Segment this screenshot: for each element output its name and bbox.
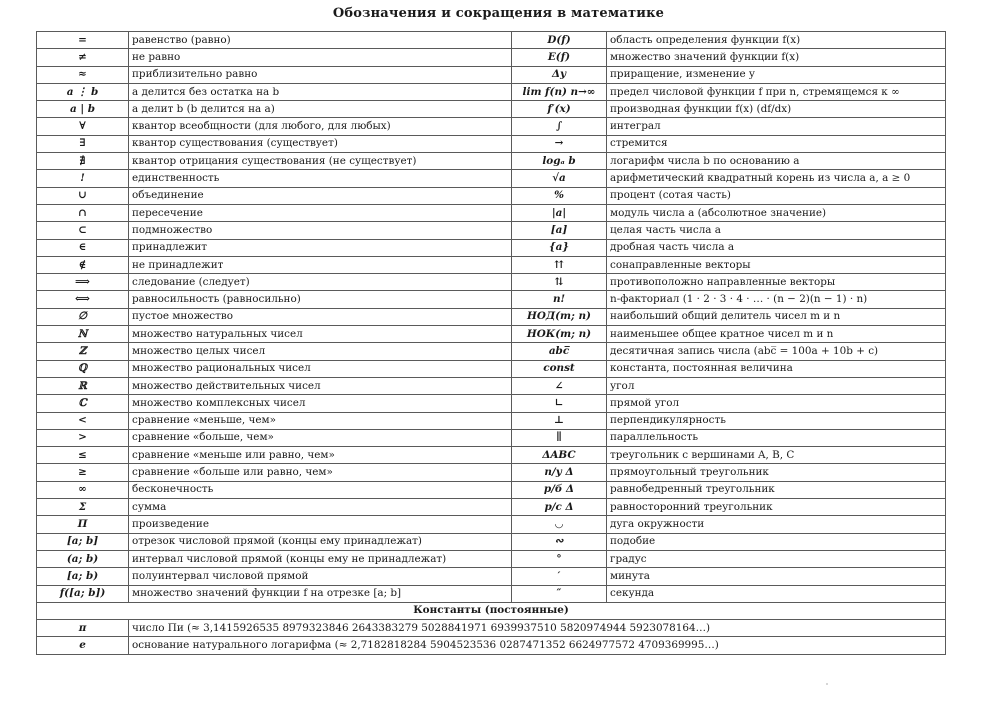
notation-meaning: не равно (129, 49, 512, 66)
notation-symbol: [a; b) (37, 568, 129, 585)
notation-meaning: область определения функции f(x) (607, 32, 946, 49)
notation-meaning: минута (607, 568, 946, 585)
notation-symbol: НОК(m; n) (512, 326, 607, 343)
notation-symbol: (a; b) (37, 550, 129, 567)
notation-symbol: ∃ (37, 135, 129, 152)
table-row (37, 187, 946, 204)
notation-meaning: квантор отрицания существования (не существует) (129, 153, 512, 170)
notation-meaning: сравнение «больше, чем» (129, 429, 512, 446)
notation-symbol: a ⋮ b (37, 83, 129, 100)
notation-meaning: равенство (равно) (129, 32, 512, 49)
table-row (37, 118, 946, 135)
notation-meaning: подобие (607, 533, 946, 550)
notation-meaning: не принадлежит (129, 256, 512, 273)
notation-symbol: D(f) (512, 32, 607, 49)
notation-meaning: наибольший общий делитель чисел m и n (607, 308, 946, 325)
notation-symbol: ≥ (37, 464, 129, 481)
notation-symbol: ∪ (37, 187, 129, 204)
notation-symbol: ℝ (37, 377, 129, 394)
notation-symbol: = (37, 32, 129, 49)
notation-symbol: |a| (512, 204, 607, 221)
notation-symbol: р/с Δ (512, 499, 607, 516)
table-row (37, 499, 946, 516)
table-row (37, 153, 946, 170)
notation-meaning: множество рациональных чисел (129, 360, 512, 377)
notation-meaning: параллельность (607, 429, 946, 446)
table-row (37, 135, 946, 152)
notation-meaning: предел числовой функции f при n, стремящемся к ∞ (607, 83, 946, 100)
notation-meaning: единственность (129, 170, 512, 187)
notation-symbol: ∉ (37, 256, 129, 273)
table-row (37, 447, 946, 464)
notation-symbol: ℤ (37, 343, 129, 360)
notation-meaning: константа, постоянная величина (607, 360, 946, 377)
table-row (37, 83, 946, 100)
table-row (37, 222, 946, 239)
notation-symbol: ∾ (512, 533, 607, 550)
constant-row (37, 637, 946, 654)
notation-symbol: Δy (512, 66, 607, 83)
constants-header-row (37, 602, 946, 619)
notation-meaning: десятичная запись числа (abc̅ = 100a + 10b + c) (607, 343, 946, 360)
notation-meaning: целая часть числа a (607, 222, 946, 239)
table-row (37, 239, 946, 256)
notation-meaning: сумма (129, 499, 512, 516)
notation-symbol: Σ (37, 499, 129, 516)
notation-meaning: противоположно направленные векторы (607, 274, 946, 291)
notation-symbol: → (512, 135, 607, 152)
notation-meaning: прямой угол (607, 395, 946, 412)
notation-meaning: сонаправленные векторы (607, 256, 946, 273)
notation-symbol: f′(x) (512, 101, 607, 118)
table-row (37, 360, 946, 377)
notation-meaning: секунда (607, 585, 946, 602)
table-row (37, 481, 946, 498)
scan-speck (826, 683, 828, 685)
notation-symbol: Π (37, 516, 129, 533)
notation-meaning: полуинтервал числовой прямой (129, 568, 512, 585)
table-row (37, 568, 946, 585)
notation-symbol: ⟺ (37, 291, 129, 308)
notation-meaning: дробная часть числа a (607, 239, 946, 256)
notation-symbol: ′ (512, 568, 607, 585)
notation-table-body (37, 32, 946, 655)
notation-symbol: п/у Δ (512, 464, 607, 481)
table-row (37, 170, 946, 187)
notation-symbol: ℕ (37, 326, 129, 343)
table-row (37, 32, 946, 49)
table-row (37, 429, 946, 446)
table-row (37, 464, 946, 481)
constant-row (37, 620, 946, 637)
notation-symbol: ◡ (512, 516, 607, 533)
notation-symbol: f([a; b]) (37, 585, 129, 602)
notation-meaning: градус (607, 550, 946, 567)
constant-description: основание натурального логарифма (≈ 2,7182818284 5904523536 0287471352 6624977572 4709369995…) (129, 637, 946, 654)
notation-symbol: ∠ (512, 377, 607, 394)
table-row (37, 66, 946, 83)
notation-symbol: ⇈ (512, 256, 607, 273)
notation-symbol: √a (512, 170, 607, 187)
notation-meaning: объединение (129, 187, 512, 204)
notation-symbol: ° (512, 550, 607, 567)
constants-header: Константы (постоянные) (37, 602, 946, 619)
notation-symbol: lim f(n) n→∞ (512, 83, 607, 100)
table-row (37, 256, 946, 273)
notation-symbol: ∥ (512, 429, 607, 446)
notation-symbol: ∄ (37, 153, 129, 170)
notation-meaning: равносторонний треугольник (607, 499, 946, 516)
notation-meaning: интеграл (607, 118, 946, 135)
notation-meaning: множество действительных чисел (129, 377, 512, 394)
page-title: Обозначения и сокращения в математике (332, 6, 665, 21)
constant-description: число Пи (≈ 3,1415926535 8979323846 2643383279 5028841971 6939937510 5820974944 5923078164…) (129, 620, 946, 637)
table-row (37, 585, 946, 602)
notation-symbol: ∀ (37, 118, 129, 135)
notation-symbol: ∟ (512, 395, 607, 412)
notation-symbol: logₐ b (512, 153, 607, 170)
table-row (37, 377, 946, 394)
notation-meaning: следование (следует) (129, 274, 512, 291)
notation-meaning: множество натуральных чисел (129, 326, 512, 343)
notation-table (36, 31, 946, 655)
notation-meaning: множество значений функции f на отрезке [a; b] (129, 585, 512, 602)
notation-meaning: множество значений функции f(x) (607, 49, 946, 66)
notation-meaning: равносильность (равносильно) (129, 291, 512, 308)
notation-meaning: арифметический квадратный корень из числа a, a ≥ 0 (607, 170, 946, 187)
notation-symbol: НОД(m; n) (512, 308, 607, 325)
notation-symbol: ℂ (37, 395, 129, 412)
table-row (37, 291, 946, 308)
notation-symbol: E(f) (512, 49, 607, 66)
notation-symbol: abc̅ (512, 343, 607, 360)
table-row (37, 412, 946, 429)
notation-symbol: ∩ (37, 204, 129, 221)
table-row (37, 274, 946, 291)
notation-meaning: сравнение «меньше, чем» (129, 412, 512, 429)
notation-symbol: ∅ (37, 308, 129, 325)
notation-meaning: a делится без остатка на b (129, 83, 512, 100)
notation-symbol: {a} (512, 239, 607, 256)
notation-meaning: множество комплексных чисел (129, 395, 512, 412)
notation-symbol: [a] (512, 222, 607, 239)
notation-meaning: подмножество (129, 222, 512, 239)
table-row (37, 550, 946, 567)
notation-meaning: a делит b (b делится на a) (129, 101, 512, 118)
notation-symbol: n! (512, 291, 607, 308)
notation-symbol: ⇅ (512, 274, 607, 291)
notation-meaning: произведение (129, 516, 512, 533)
notation-meaning: множество целых чисел (129, 343, 512, 360)
notation-meaning: сравнение «больше или равно, чем» (129, 464, 512, 481)
notation-symbol: [a; b] (37, 533, 129, 550)
notation-meaning: приблизительно равно (129, 66, 512, 83)
notation-symbol: const (512, 360, 607, 377)
table-row (37, 326, 946, 343)
notation-meaning: пересечение (129, 204, 512, 221)
table-row (37, 343, 946, 360)
table-row (37, 533, 946, 550)
notation-meaning: стремится (607, 135, 946, 152)
notation-symbol: ≠ (37, 49, 129, 66)
notation-meaning: процент (сотая часть) (607, 187, 946, 204)
notation-meaning: перпендикулярность (607, 412, 946, 429)
table-row (37, 308, 946, 325)
notation-meaning: треугольник с вершинами A, B, C (607, 447, 946, 464)
notation-symbol: ≤ (37, 447, 129, 464)
notation-symbol: ∞ (37, 481, 129, 498)
notation-symbol: ≈ (37, 66, 129, 83)
notation-symbol: < (37, 412, 129, 429)
notation-meaning: n-факториал (1 · 2 · 3 · 4 · … · (n − 2)(n − 1) · n) (607, 291, 946, 308)
notation-meaning: квантор существования (существует) (129, 135, 512, 152)
notation-symbol: ℚ (37, 360, 129, 377)
table-row (37, 49, 946, 66)
notation-symbol: ″ (512, 585, 607, 602)
notation-meaning: пустое множество (129, 308, 512, 325)
notation-symbol: ⊥ (512, 412, 607, 429)
notation-symbol: a | b (37, 101, 129, 118)
notation-meaning: логарифм числа b по основанию a (607, 153, 946, 170)
notation-symbol: ∈ (37, 239, 129, 256)
notation-meaning: модуль числа a (абсолютное значение) (607, 204, 946, 221)
notation-meaning: квантор всеобщности (для любого, для любых) (129, 118, 512, 135)
notation-meaning: дуга окружности (607, 516, 946, 533)
notation-symbol: ΔABC (512, 447, 607, 464)
notation-meaning: приращение, изменение y (607, 66, 946, 83)
notation-symbol: ⟹ (37, 274, 129, 291)
notation-meaning: угол (607, 377, 946, 394)
table-row (37, 101, 946, 118)
notation-symbol: ∫ (512, 118, 607, 135)
notation-meaning: сравнение «меньше или равно, чем» (129, 447, 512, 464)
notation-meaning: прямоугольный треугольник (607, 464, 946, 481)
notation-symbol: ! (37, 170, 129, 187)
notation-symbol: > (37, 429, 129, 446)
constant-symbol: π (37, 620, 129, 637)
notation-meaning: равнобедренный треугольник (607, 481, 946, 498)
notation-symbol: % (512, 187, 607, 204)
notation-symbol: р/б Δ (512, 481, 607, 498)
table-row (37, 204, 946, 221)
notation-meaning: отрезок числовой прямой (концы ему принадлежат) (129, 533, 512, 550)
notation-symbol: ⊂ (37, 222, 129, 239)
notation-meaning: наименьшее общее кратное чисел m и n (607, 326, 946, 343)
table-row (37, 516, 946, 533)
table-row (37, 395, 946, 412)
constant-symbol: e (37, 637, 129, 654)
notation-meaning: принадлежит (129, 239, 512, 256)
notation-meaning: бесконечность (129, 481, 512, 498)
notation-meaning: производная функции f(x) (df/dx) (607, 101, 946, 118)
notation-meaning: интервал числовой прямой (концы ему не принадлежат) (129, 550, 512, 567)
